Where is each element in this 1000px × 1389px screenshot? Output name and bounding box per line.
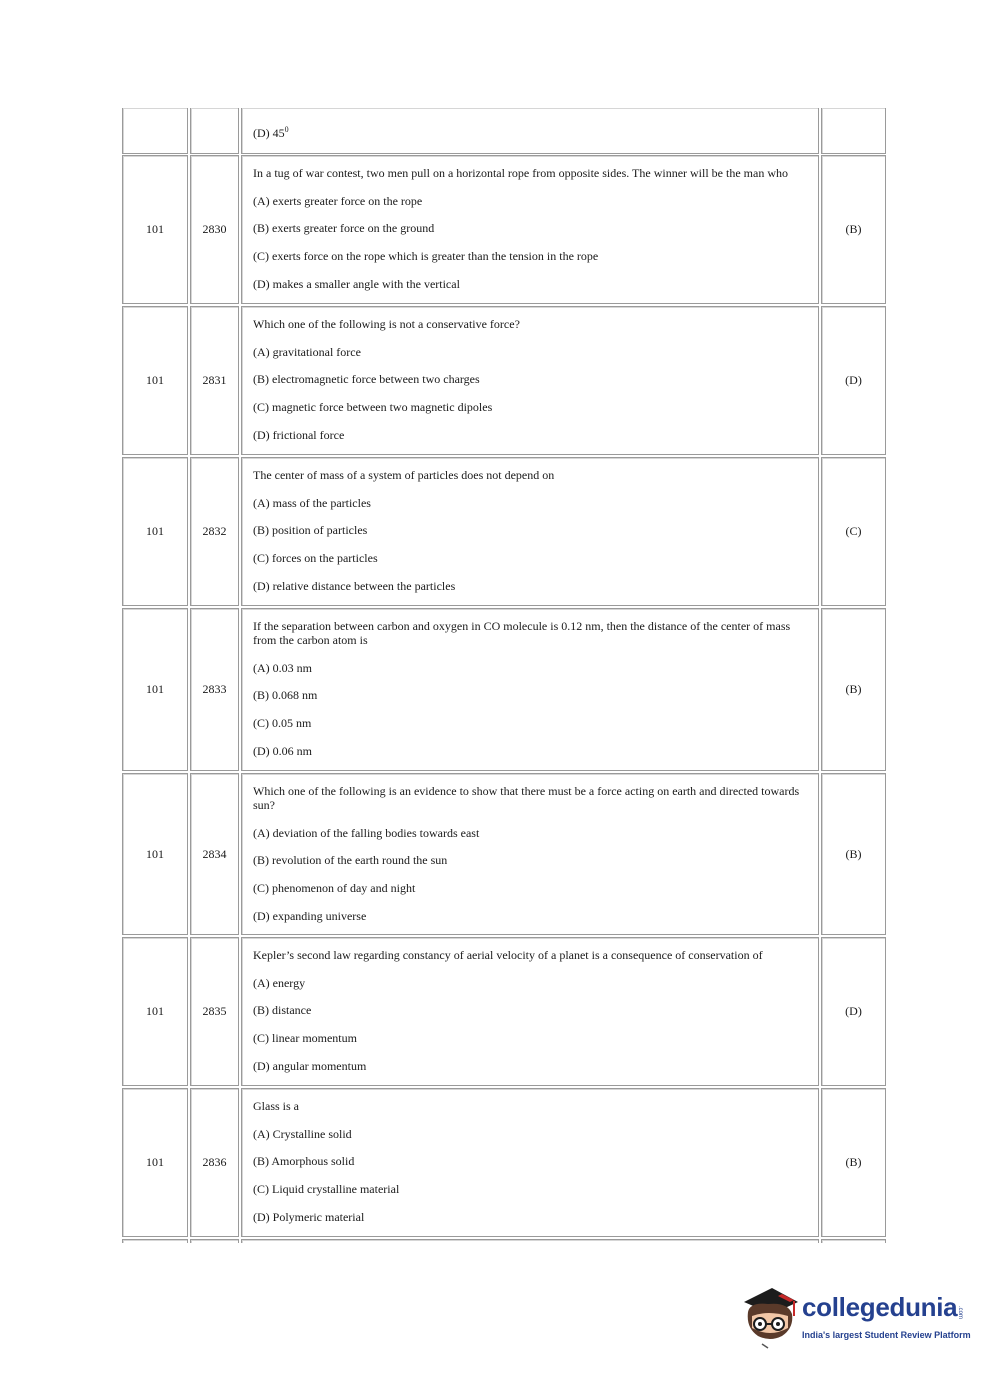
answer: (C) [821,457,886,606]
brand-name: collegedunia [802,1292,958,1322]
option-b: (B) distance [253,1003,312,1018]
stub-cell [241,1239,819,1243]
question-stem: Which one of the following is an evidence to show that there must be a force acting on earth and directed towards sun? [253,784,800,812]
table-row [122,1088,886,1237]
subject-code: 101 [122,155,188,304]
table-row-continuation [122,110,886,154]
subject-code: 101 [122,306,188,455]
question-number: 2830 [190,155,239,304]
table-row [122,306,886,455]
option-d: (D) Polymeric material [253,1209,365,1224]
subject-code: 101 [122,1088,188,1237]
stub-cell [122,1239,188,1243]
option-d: (D) frictional force [253,427,345,442]
option-b: (B) exerts greater force on the ground [253,221,435,236]
answer-cell [821,108,886,154]
question-stem: The center of mass of a system of particles does not depend on [253,468,555,482]
brand-suffix: .com [957,1306,963,1320]
option-d: (D) angular momentum [253,1058,367,1073]
number-cell [190,108,239,154]
option-c: (C) phenomenon of day and night [253,881,416,896]
subject-code: 101 [122,608,188,771]
option-a: (A) exerts greater force on the rope [253,193,423,208]
option-a: (A) 0.03 nm [253,660,312,675]
table-row [122,937,886,1086]
question-stem: Which one of the following is not a conservative force? [253,317,520,331]
option-c: (C) 0.05 nm [253,716,312,731]
option-a: (A) energy [253,975,306,990]
stub-cell [821,1239,886,1243]
option-c: (C) magnetic force between two magnetic dipoles [253,400,493,415]
option-a: (A) Crystalline solid [253,1126,352,1141]
answer: (D) [821,306,886,455]
question-number: 2834 [190,773,239,935]
option-d: (D) relative distance between the particles [253,578,456,593]
option-a: (A) gravitational force [253,344,361,359]
question-cell [241,608,819,771]
question-cell [241,937,819,1086]
option-d: (D) 0.06 nm [253,743,312,758]
answer: (B) [821,1088,886,1237]
option-a: (A) deviation of the falling bodies towards east [253,825,480,840]
subject-code: 101 [122,773,188,935]
option-b: (B) 0.068 nm [253,688,318,703]
stub-cell [190,1239,239,1243]
option-c: (C) forces on the particles [253,551,378,566]
question-cell [241,108,819,154]
question-stem: Glass is a [253,1099,299,1113]
option-c: (C) Liquid crystalline material [253,1182,400,1197]
answer: (B) [821,773,886,935]
option-c: (C) linear momentum [253,1031,357,1046]
subject-code: 101 [122,457,188,606]
option-b: (B) revolution of the earth round the sun [253,853,448,868]
option-d: (D) $45^0$ [253,125,289,140]
question-stem: In a tug of war contest, two men pull on a horizontal rope from opposite sides. The winner will be the man who [253,166,788,180]
answer: (D) [821,937,886,1086]
table-row [122,608,886,771]
option-b: (B) position of particles [253,523,368,538]
table-row-stub [122,1239,886,1243]
question-cell [241,1088,819,1237]
answer: (B) [821,608,886,771]
option-c: (C) exerts force on the rope which is greater than the tension in the rope [253,249,599,264]
option-d: (D) makes a smaller angle with the vertical [253,276,460,291]
question-stem: If the separation between carbon and oxygen in CO molecule is 0.12 nm, then the distance of the center of mass from the carbon atom is [253,619,791,647]
question-number: 2836 [190,1088,239,1237]
code-cell [122,108,188,154]
option-d: (D) expanding universe [253,908,367,923]
question-cell [241,773,819,935]
question-number: 2832 [190,457,239,606]
answer: (B) [821,155,886,304]
question-cell [241,306,819,455]
question-cell [241,457,819,606]
subject-code: 101 [122,937,188,1086]
table-row [122,457,886,606]
table-row [122,773,886,935]
table-row [122,155,886,304]
question-number: 2835 [190,937,239,1086]
brand-tagline: India's largest Student Review Platform [802,1330,971,1340]
question-stem: Kepler’s second law regarding constancy of aerial velocity of a planet is a consequence of conservation of [253,948,763,962]
option-a: (A) mass of the particles [253,495,371,510]
option-b: (B) Amorphous solid [253,1154,355,1169]
question-number: 2831 [190,306,239,455]
question-number: 2833 [190,608,239,771]
option-b: (B) electromagnetic force between two charges [253,372,480,387]
question-cell [241,155,819,304]
